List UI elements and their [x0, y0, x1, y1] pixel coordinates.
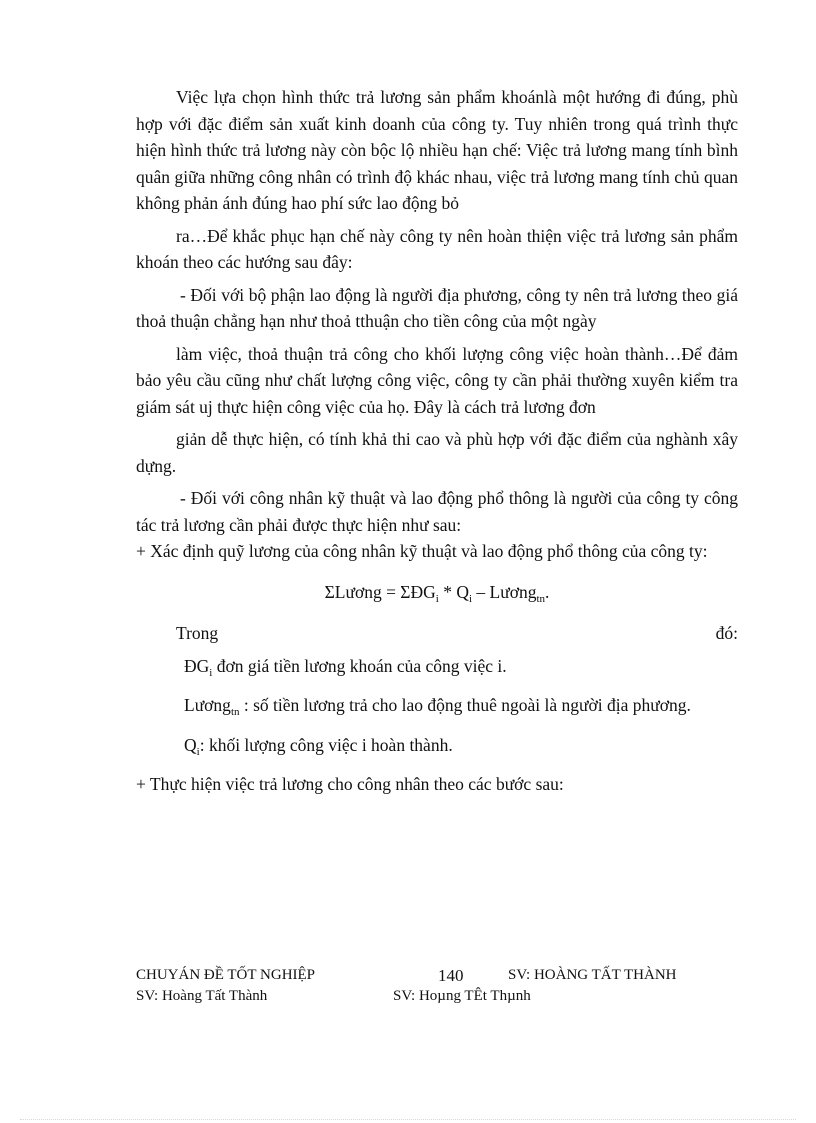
- formula: [136, 579, 738, 613]
- def-luong-symbol: Lương: [184, 695, 231, 715]
- definition-luong-tn: [136, 692, 738, 726]
- def-q-text: : khối lượng công việc i hoàn thành.: [199, 734, 453, 755]
- formula-sub-1: i: [435, 592, 439, 605]
- definition-q: [136, 732, 738, 766]
- paragraph-2: ra…Để khắc phục hạn chế này công ty nên hoàn thiện việc trả lương sản phẩm khoán theo các hướng sau đây:: [136, 225, 738, 272]
- paragraph-4: làm việc, thoả thuận trả công cho khối lượng công việc hoàn thành…Để đảm bảo yêu cầu cũng như chất lượng công việc, công ty cần phải thường xuyên kiểm tra giám sát uj thực hiện công việc của họ. Đây là cách trả lương đơn: [136, 343, 738, 417]
- footer-student-garbled: SV: Hoµng TÊt Thµnh: [393, 988, 531, 1004]
- page-bottom-rule: [20, 1119, 796, 1120]
- def-luong-text: : số tiền lương trả cho lao động thuê ngoài là người địa phương.: [239, 695, 691, 715]
- formula-rest: – Lương: [472, 581, 537, 602]
- paragraph-6: - Đối với công nhân kỹ thuật và lao động phổ thông là người của công ty công tác trả lương cần phải được thực hiện như sau:: [136, 488, 738, 535]
- definition-dg: [136, 653, 738, 687]
- paragraph-8: + Thực hiện việc trả lương cho công nhân theo các bước sau:: [136, 774, 564, 794]
- page-number: 140: [438, 966, 464, 985]
- do-label: đó:: [715, 623, 738, 643]
- def-dg-text: đơn giá tiền lương khoán của công việc i.: [212, 655, 507, 676]
- paragraph-1: Việc lựa chọn hình thức trả lương sản phẩm khoánlà một hướng đi đúng, phù hợp với đặc điểm sản xuất kinh doanh của công ty. Tuy nhiên trong quá trình thực hiện hình thức trả lương này còn bộc lộ nhiều hạn chế: Việc trả lương mang tính bình quân giữa những công nhân có trình độ khác nhau, việc trả lương mang tính chủ quan không phản ánh đúng hao phí sức lao động bỏ: [136, 87, 738, 213]
- formula-lhs: ΣLương = ΣĐG: [324, 581, 436, 602]
- formula-end: .: [545, 581, 550, 602]
- def-dg-symbol: ĐG: [184, 655, 210, 676]
- trong-do-line: [136, 620, 738, 647]
- paragraph-5: giản dễ thực hiện, có tính khả thi cao và phù hợp với đặc điểm của nghành xây dựng.: [136, 429, 738, 476]
- footer-student-upper: SV: HOÀNG TẤT THÀNH: [508, 967, 677, 983]
- footer-student: SV: Hoàng Tất Thành: [136, 988, 268, 1004]
- def-q-sub: i: [196, 745, 200, 758]
- footer-title: CHUYÁN ĐỀ TỐT NGHIỆP: [136, 967, 316, 983]
- formula-mid: * Q: [438, 581, 469, 602]
- trong-label: Trong: [176, 623, 219, 643]
- paragraph-7: + Xác định quỹ lương của công nhân kỹ thuật và lao động phổ thông của công ty:: [136, 541, 708, 561]
- def-q-symbol: Q: [184, 734, 197, 755]
- paragraph-3: - Đối với bộ phận lao động là người địa phương, công ty nên trả lương theo giá thoả thuận chẳng hạn như thoả tthuận cho tiền công của một ngày: [136, 284, 738, 331]
- formula-sub-tn: tn: [536, 592, 546, 605]
- body-text: [136, 84, 738, 798]
- def-luong-sub: tn: [230, 706, 240, 718]
- formula-sub-2: i: [468, 592, 473, 605]
- page-footer: [136, 965, 736, 1007]
- def-dg-sub: i: [209, 666, 213, 679]
